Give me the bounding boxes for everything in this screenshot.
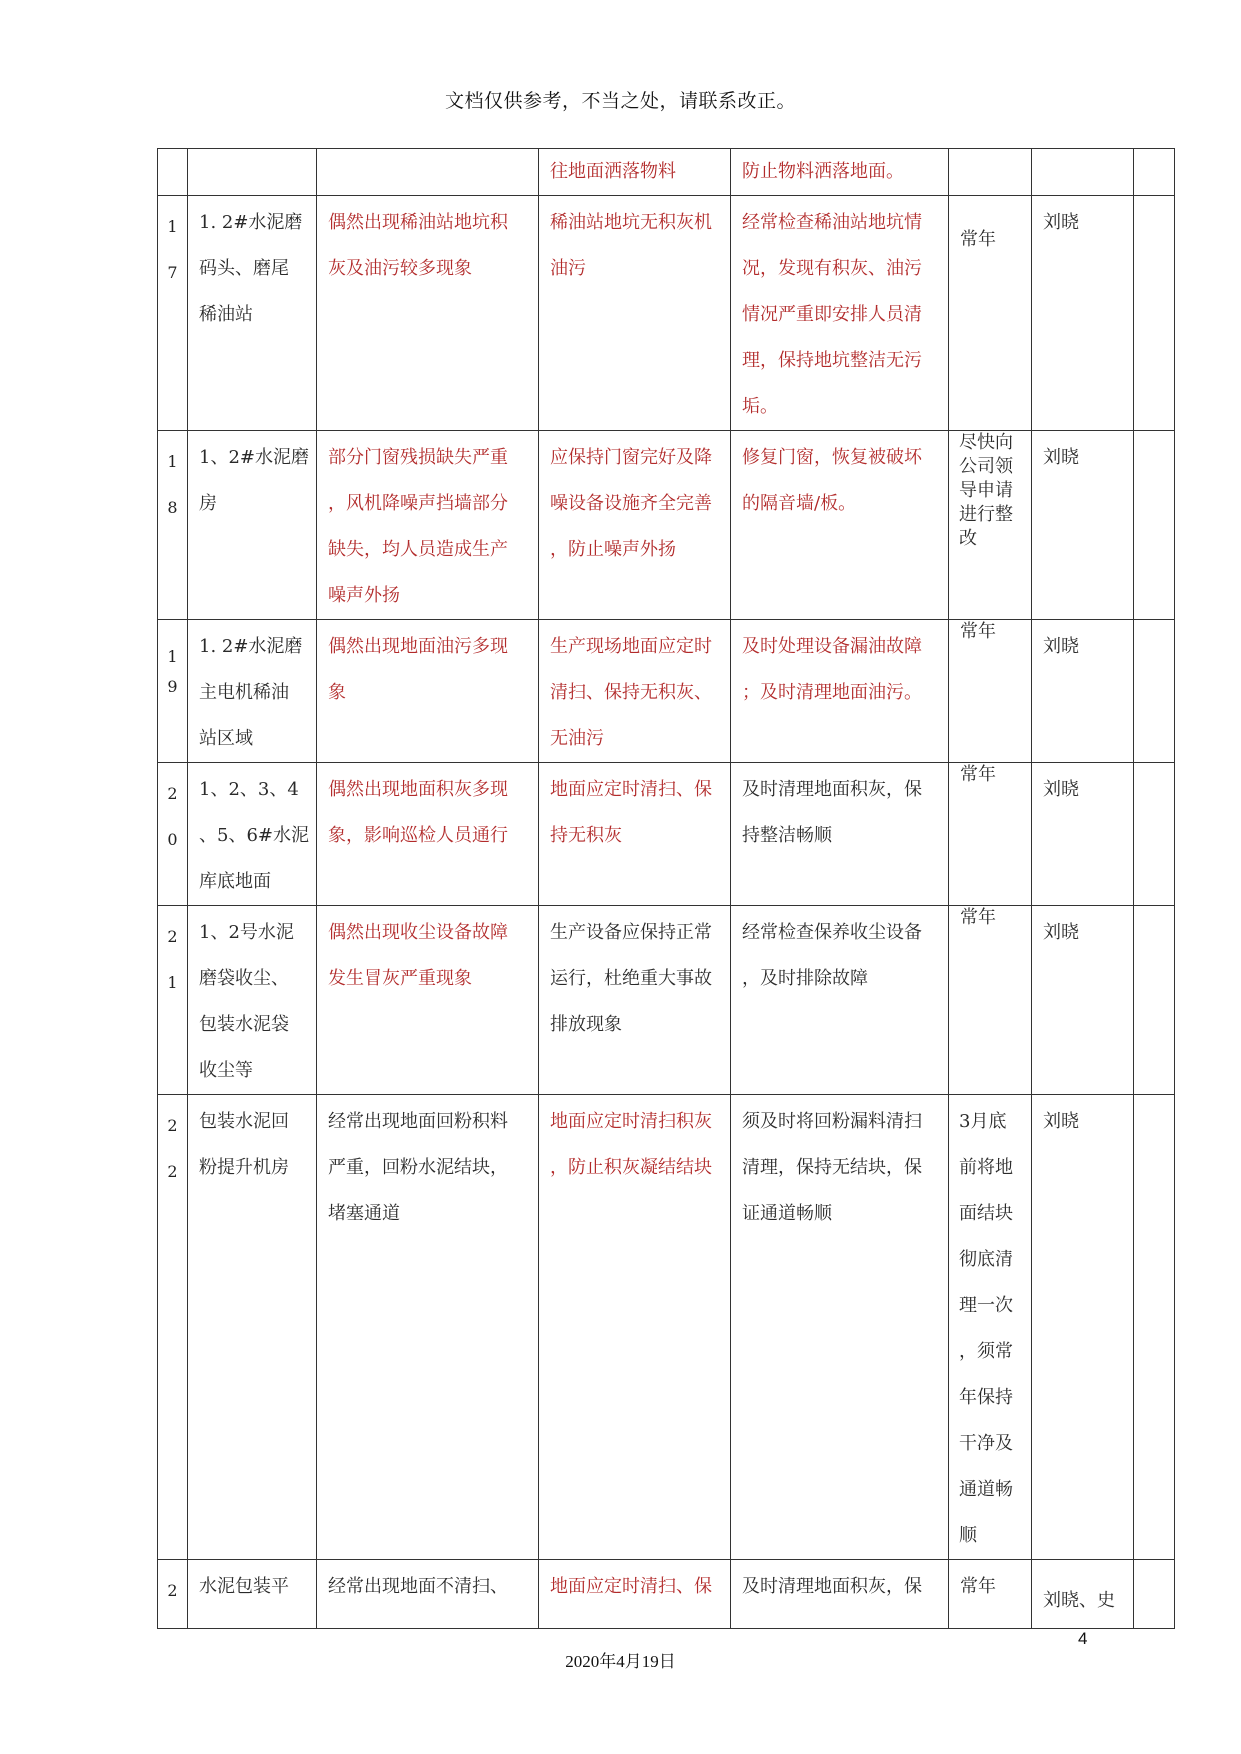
measure-text: 及时清理地面积灰，保	[742, 1576, 922, 1597]
measure-text: 须及时将回粉漏料清扫 清理，保持无结块，保 证通道畅顺	[742, 1111, 922, 1224]
cell-problem	[317, 906, 539, 1095]
footer-date: 2020年4月19日	[565, 1652, 676, 1671]
measure-text: 修复门窗，恢复被破坏 的隔音墙/板。	[742, 447, 922, 514]
cell-standard	[539, 196, 731, 431]
cell-measure	[731, 1095, 949, 1560]
row-number: 2	[167, 1581, 178, 1600]
standard-text: 往地面洒落物料	[550, 161, 676, 182]
period-text: 尽快向 公司领 导申请 进行整 改	[959, 432, 1013, 549]
person-text: 刘晓	[1043, 779, 1079, 800]
standard-text: 生产设备应保持正常 运行，杜绝重大事故 排放现象	[550, 922, 712, 1035]
cell-problem	[317, 196, 539, 431]
cell-period	[949, 196, 1032, 431]
table-row	[158, 763, 1175, 906]
cell-standard	[539, 1095, 731, 1560]
row-number: 2 0	[167, 784, 178, 849]
measure-text: 防止物料洒落地面。	[742, 161, 904, 182]
problem-text: 偶然出现稀油站地坑积 灰及油污较多现象	[328, 212, 508, 279]
location-text: 包装水泥回 粉提升机房	[199, 1111, 289, 1178]
person-text: 刘晓、史	[1043, 1590, 1115, 1611]
location-text: 1. 2#水泥磨 码头、磨尾 稀油站	[199, 212, 303, 325]
cell-person	[1032, 431, 1134, 620]
cell-period	[949, 149, 1032, 196]
measure-text: 及时处理设备漏油故障 ；及时清理地面油污。	[742, 636, 922, 703]
cell-num	[158, 1560, 188, 1629]
cell-standard	[539, 763, 731, 906]
period-text: 3月底 前将地 面结块 彻底清 理一次 ，须常 年保持 干净及 通道畅 顺	[959, 1111, 1013, 1546]
cell-location	[188, 906, 317, 1095]
cell-location	[188, 763, 317, 906]
cell-person	[1032, 906, 1134, 1095]
location-text: 1、2、3、4 、5、6#水泥 库底地面	[199, 779, 309, 892]
standard-text: 生产现场地面应定时 清扫、保持无积灰、 无油污	[550, 636, 712, 749]
cell-num	[158, 1095, 188, 1560]
standard-text: 地面应定时清扫积灰 ，防止积灰凝结结块	[550, 1111, 712, 1178]
cell-person	[1032, 763, 1134, 906]
cell-problem	[317, 763, 539, 906]
row-number: 1 9	[167, 647, 178, 696]
problem-text: 经常出现地面不清扫、	[328, 1576, 508, 1597]
row-number: 2 1	[167, 927, 178, 992]
table-row	[158, 620, 1175, 763]
cell-person	[1032, 1560, 1134, 1629]
standard-text: 地面应定时清扫、保	[550, 1576, 712, 1597]
cell-problem	[317, 431, 539, 620]
cell-extra	[1134, 763, 1175, 906]
cell-location	[188, 1095, 317, 1560]
period-text: 常年	[960, 1576, 996, 1597]
cell-extra	[1134, 196, 1175, 431]
cell-num	[158, 196, 188, 431]
inspection-table	[157, 148, 1175, 1629]
cell-standard	[539, 620, 731, 763]
table-row	[158, 431, 1175, 620]
table-row	[158, 196, 1175, 431]
row-number: 1 7	[167, 217, 178, 282]
measure-text: 经常检查稀油站地坑情 况，发现有积灰、油污 情况严重即安排人员清 理，保持地坑整洁无污 垢。	[742, 212, 922, 417]
cell-problem	[317, 149, 539, 196]
person-text: 刘晓	[1043, 922, 1079, 943]
person-text: 刘晓	[1043, 212, 1079, 233]
problem-text: 部分门窗残损缺失严重 ，风机降噪声挡墙部分 缺失，均人员造成生产 噪声外扬	[328, 447, 508, 606]
cell-location	[188, 149, 317, 196]
standard-text: 应保持门窗完好及降 噪设备设施齐全完善 ，防止噪声外扬	[550, 447, 712, 560]
cell-extra	[1134, 1560, 1175, 1629]
cell-problem	[317, 1560, 539, 1629]
cell-problem	[317, 620, 539, 763]
standard-text: 稀油站地坑无积灰机 油污	[550, 212, 712, 279]
row-number: 1 8	[167, 452, 178, 517]
cell-person	[1032, 1095, 1134, 1560]
period-text: 常年	[960, 229, 996, 250]
cell-num	[158, 431, 188, 620]
problem-text: 偶然出现地面积灰多现 象，影响巡检人员通行	[328, 779, 508, 846]
cell-person	[1032, 620, 1134, 763]
table-row	[158, 906, 1175, 1095]
cell-location	[188, 620, 317, 763]
cell-num	[158, 620, 188, 763]
person-text: 刘晓	[1043, 636, 1079, 657]
problem-text: 偶然出现地面油污多现 象	[328, 636, 508, 703]
cell-person	[1032, 196, 1134, 431]
cell-problem	[317, 1095, 539, 1560]
cell-measure	[731, 196, 949, 431]
cell-extra	[1134, 149, 1175, 196]
period-text: 常年	[960, 764, 996, 785]
document-header-note: 文档仅供参考，不当之处，请联系改正。	[444, 90, 796, 112]
table-row	[158, 1560, 1175, 1629]
measure-text: 经常检查保养收尘设备 ，及时排除故障	[742, 922, 922, 989]
cell-period	[949, 906, 1032, 1095]
cell-period	[949, 431, 1032, 620]
cell-period	[949, 763, 1032, 906]
page-number: 4	[1078, 1629, 1088, 1648]
cell-measure	[731, 763, 949, 906]
measure-text: 及时清理地面积灰，保 持整洁畅顺	[742, 779, 922, 846]
cell-standard	[539, 906, 731, 1095]
problem-text: 偶然出现收尘设备故障 发生冒灰严重现象	[328, 922, 508, 989]
location-text: 1. 2#水泥磨 主电机稀油 站区域	[199, 636, 303, 749]
period-text: 常年	[960, 907, 996, 928]
location-text: 1、2号水泥 磨袋收尘、 包装水泥袋 收尘等	[199, 922, 294, 1081]
person-text: 刘晓	[1043, 1111, 1079, 1132]
cell-location	[188, 1560, 317, 1629]
cell-measure	[731, 1560, 949, 1629]
cell-extra	[1134, 620, 1175, 763]
cell-num	[158, 763, 188, 906]
cell-standard	[539, 149, 731, 196]
table-row	[158, 1095, 1175, 1560]
cell-period	[949, 1560, 1032, 1629]
cell-measure	[731, 149, 949, 196]
cell-location	[188, 431, 317, 620]
cell-standard	[539, 1560, 731, 1629]
cell-measure	[731, 431, 949, 620]
cell-person	[1032, 149, 1134, 196]
cell-measure	[731, 906, 949, 1095]
table-row-continued	[158, 149, 1175, 196]
row-number: 2 2	[167, 1116, 178, 1181]
period-text: 常年	[960, 621, 996, 642]
person-text: 刘晓	[1043, 447, 1079, 468]
standard-text: 地面应定时清扫、保 持无积灰	[550, 779, 712, 846]
location-text: 水泥包装平	[199, 1576, 289, 1597]
cell-extra	[1134, 431, 1175, 620]
cell-extra	[1134, 906, 1175, 1095]
problem-text: 经常出现地面回粉积料 严重，回粉水泥结块， 堵塞通道	[328, 1111, 508, 1224]
cell-location	[188, 196, 317, 431]
location-text: 1、2#水泥磨 房	[199, 447, 309, 514]
cell-period	[949, 1095, 1032, 1560]
cell-measure	[731, 620, 949, 763]
cell-standard	[539, 431, 731, 620]
cell-period	[949, 620, 1032, 763]
cell-num	[158, 906, 188, 1095]
cell-extra	[1134, 1095, 1175, 1560]
cell-num	[158, 149, 188, 196]
